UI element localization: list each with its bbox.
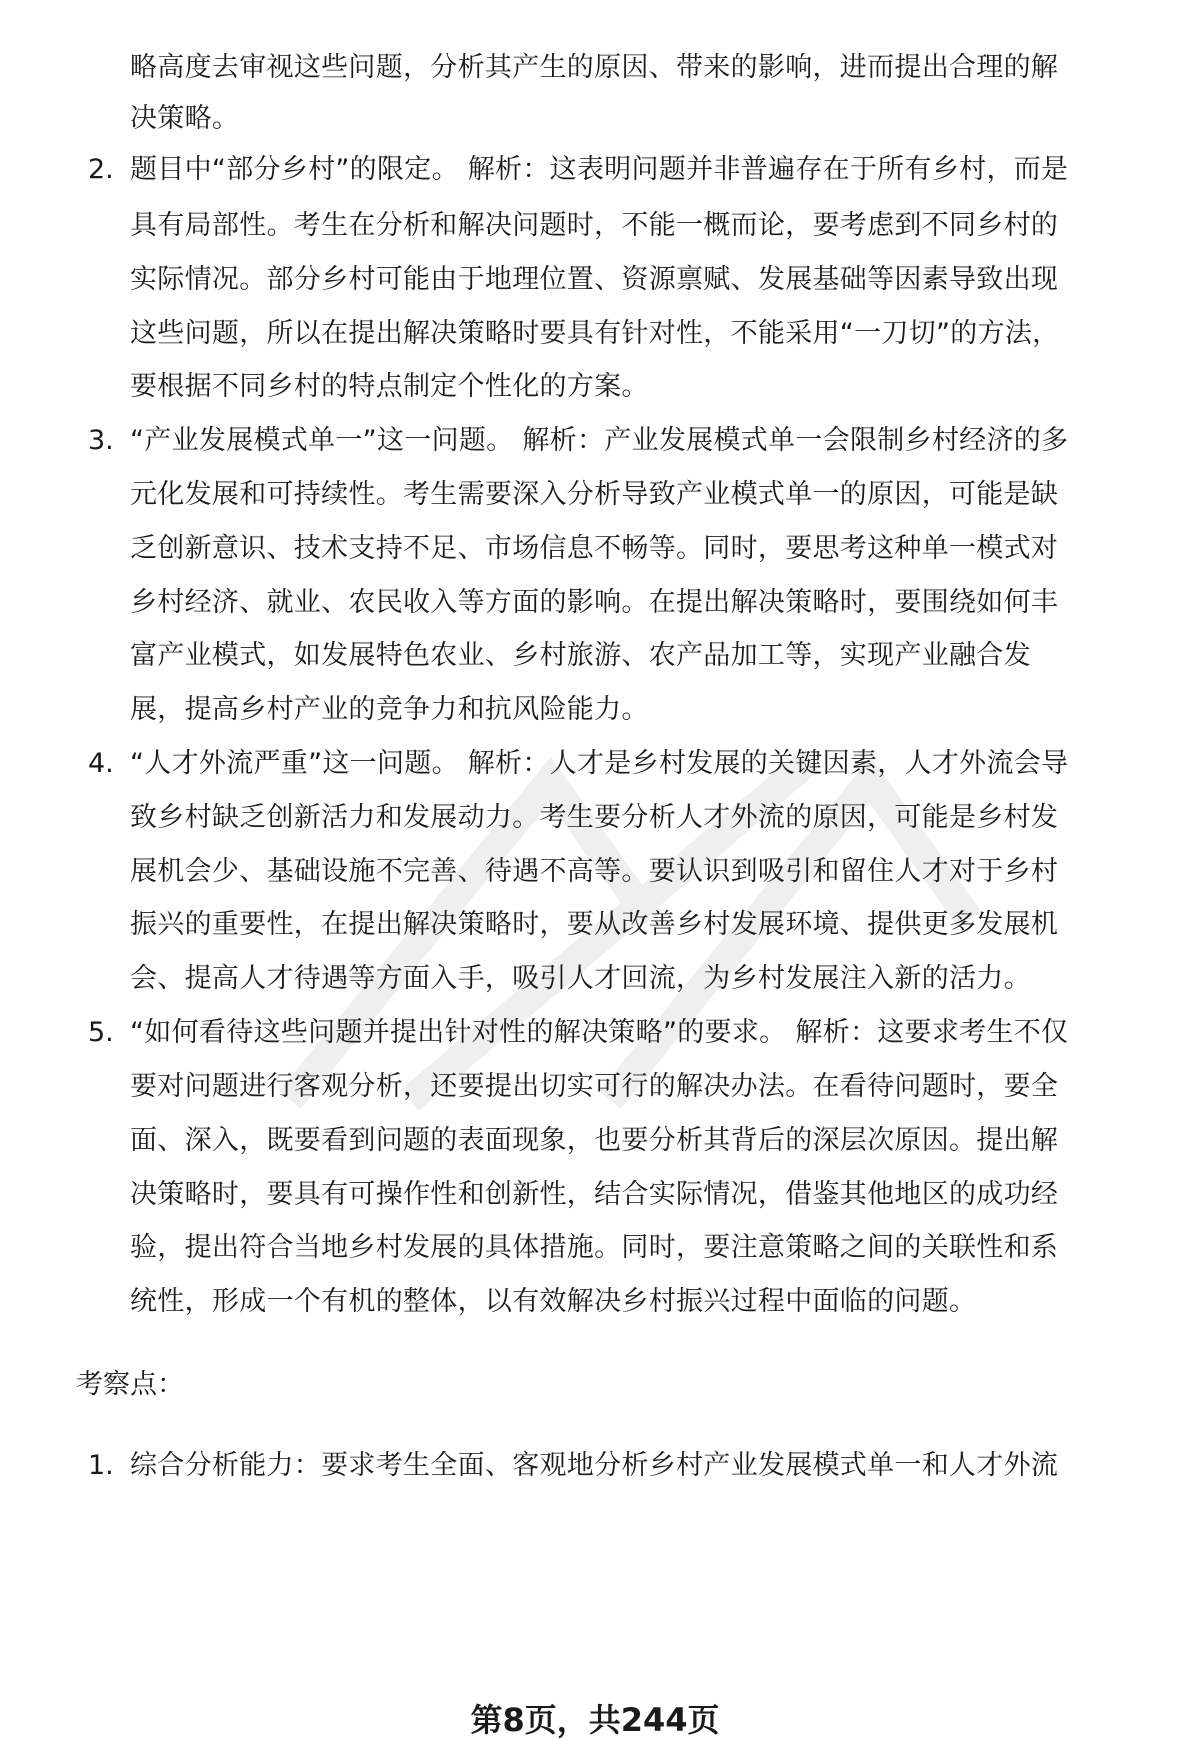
list-number: 4. <box>88 748 114 779</box>
text-line: “人才外流严重”这一问题。 解析：人才是乡村发展的关键因素，人才外流会导 <box>130 748 1069 779</box>
text-line: 决策略时，要具有可操作性和创新性，结合实际情况，借鉴其他地区的成功经 <box>130 1179 1059 1210</box>
text-line: 乡村经济、就业、农民收入等方面的影响。在提出解决策略时，要围绕如何丰 <box>130 587 1059 618</box>
text-line: 要根据不同乡村的特点制定个性化的方案。 <box>130 371 649 402</box>
text-line: 题目中“部分乡村”的限定。 解析：这表明问题并非普遍存在于所有乡村，而是 <box>130 154 1069 185</box>
text-line: 略高度去审视这些问题，分析其产生的原因、带来的影响，进而提出合理的解 <box>130 52 1059 83</box>
text-line: 展机会少、基础设施不完善、待遇不高等。要认识到吸引和留住人才对于乡村 <box>130 856 1059 887</box>
text-line: 具有局部性。考生在分析和解决问题时，不能一概而论，要考虑到不同乡村的 <box>130 210 1059 241</box>
list-number: 1. <box>88 1450 114 1481</box>
text-line: 要对问题进行客观分析，还要提出切实可行的解决办法。在看待问题时，要全 <box>130 1071 1059 1102</box>
text-line: 元化发展和可持续性。考生需要深入分析导致产业模式单一的原因，可能是缺 <box>130 479 1059 510</box>
text-line: 决策略。 <box>130 103 240 134</box>
text-line: 乏创新意识、技术支持不足、市场信息不畅等。同时，要思考这种单一模式对 <box>130 533 1059 564</box>
section-heading: 考察点： <box>76 1369 184 1400</box>
text-line: 验，提出符合当地乡村发展的具体措施。同时，要注意策略之间的关联性和系 <box>130 1232 1059 1263</box>
text-line: 振兴的重要性，在提出解决策略时，要从改善乡村发展环境、提供更多发展机 <box>130 909 1059 940</box>
list-number: 5. <box>88 1017 114 1048</box>
text-line: 面、深入，既要看到问题的表面现象，也要分析其背后的深层次原因。提出解 <box>130 1125 1059 1156</box>
text-line: 统性，形成一个有机的整体，以有效解决乡村振兴过程中面临的问题。 <box>130 1286 977 1317</box>
text-line: 致乡村缺乏创新活力和发展动力。考生要分析人才外流的原因，可能是乡村发 <box>130 802 1059 833</box>
list-number: 2. <box>88 154 114 185</box>
text-line: 这些问题，所以在提出解决策略时要具有针对性，不能采用“一刀切”的方法， <box>130 318 1060 349</box>
text-line: 展，提高乡村产业的竞争力和抗风险能力。 <box>130 694 649 725</box>
text-line: 会、提高人才待遇等方面入手，吸引人才回流，为乡村发展注入新的活力。 <box>130 963 1031 994</box>
text-line: “产业发展模式单一”这一问题。 解析：产业发展模式单一会限制乡村经济的多 <box>130 425 1069 456</box>
text-line: 富产业模式，如发展特色农业、乡村旅游、农产品加工等，实现产业融合发 <box>130 640 1031 671</box>
text-line: 实际情况。部分乡村可能由于地理位置、资源禀赋、发展基础等因素导致出现 <box>130 264 1059 295</box>
text-line: 综合分析能力：要求考生全面、客观地分析乡村产业发展模式单一和人才外流 <box>130 1450 1059 1481</box>
list-number: 3. <box>88 425 114 456</box>
text-line: “如何看待这些问题并提出针对性的解决策略”的要求。 解析：这要求考生不仅 <box>130 1017 1069 1048</box>
page-footer: 第8页，共244页 <box>470 1701 720 1739</box>
